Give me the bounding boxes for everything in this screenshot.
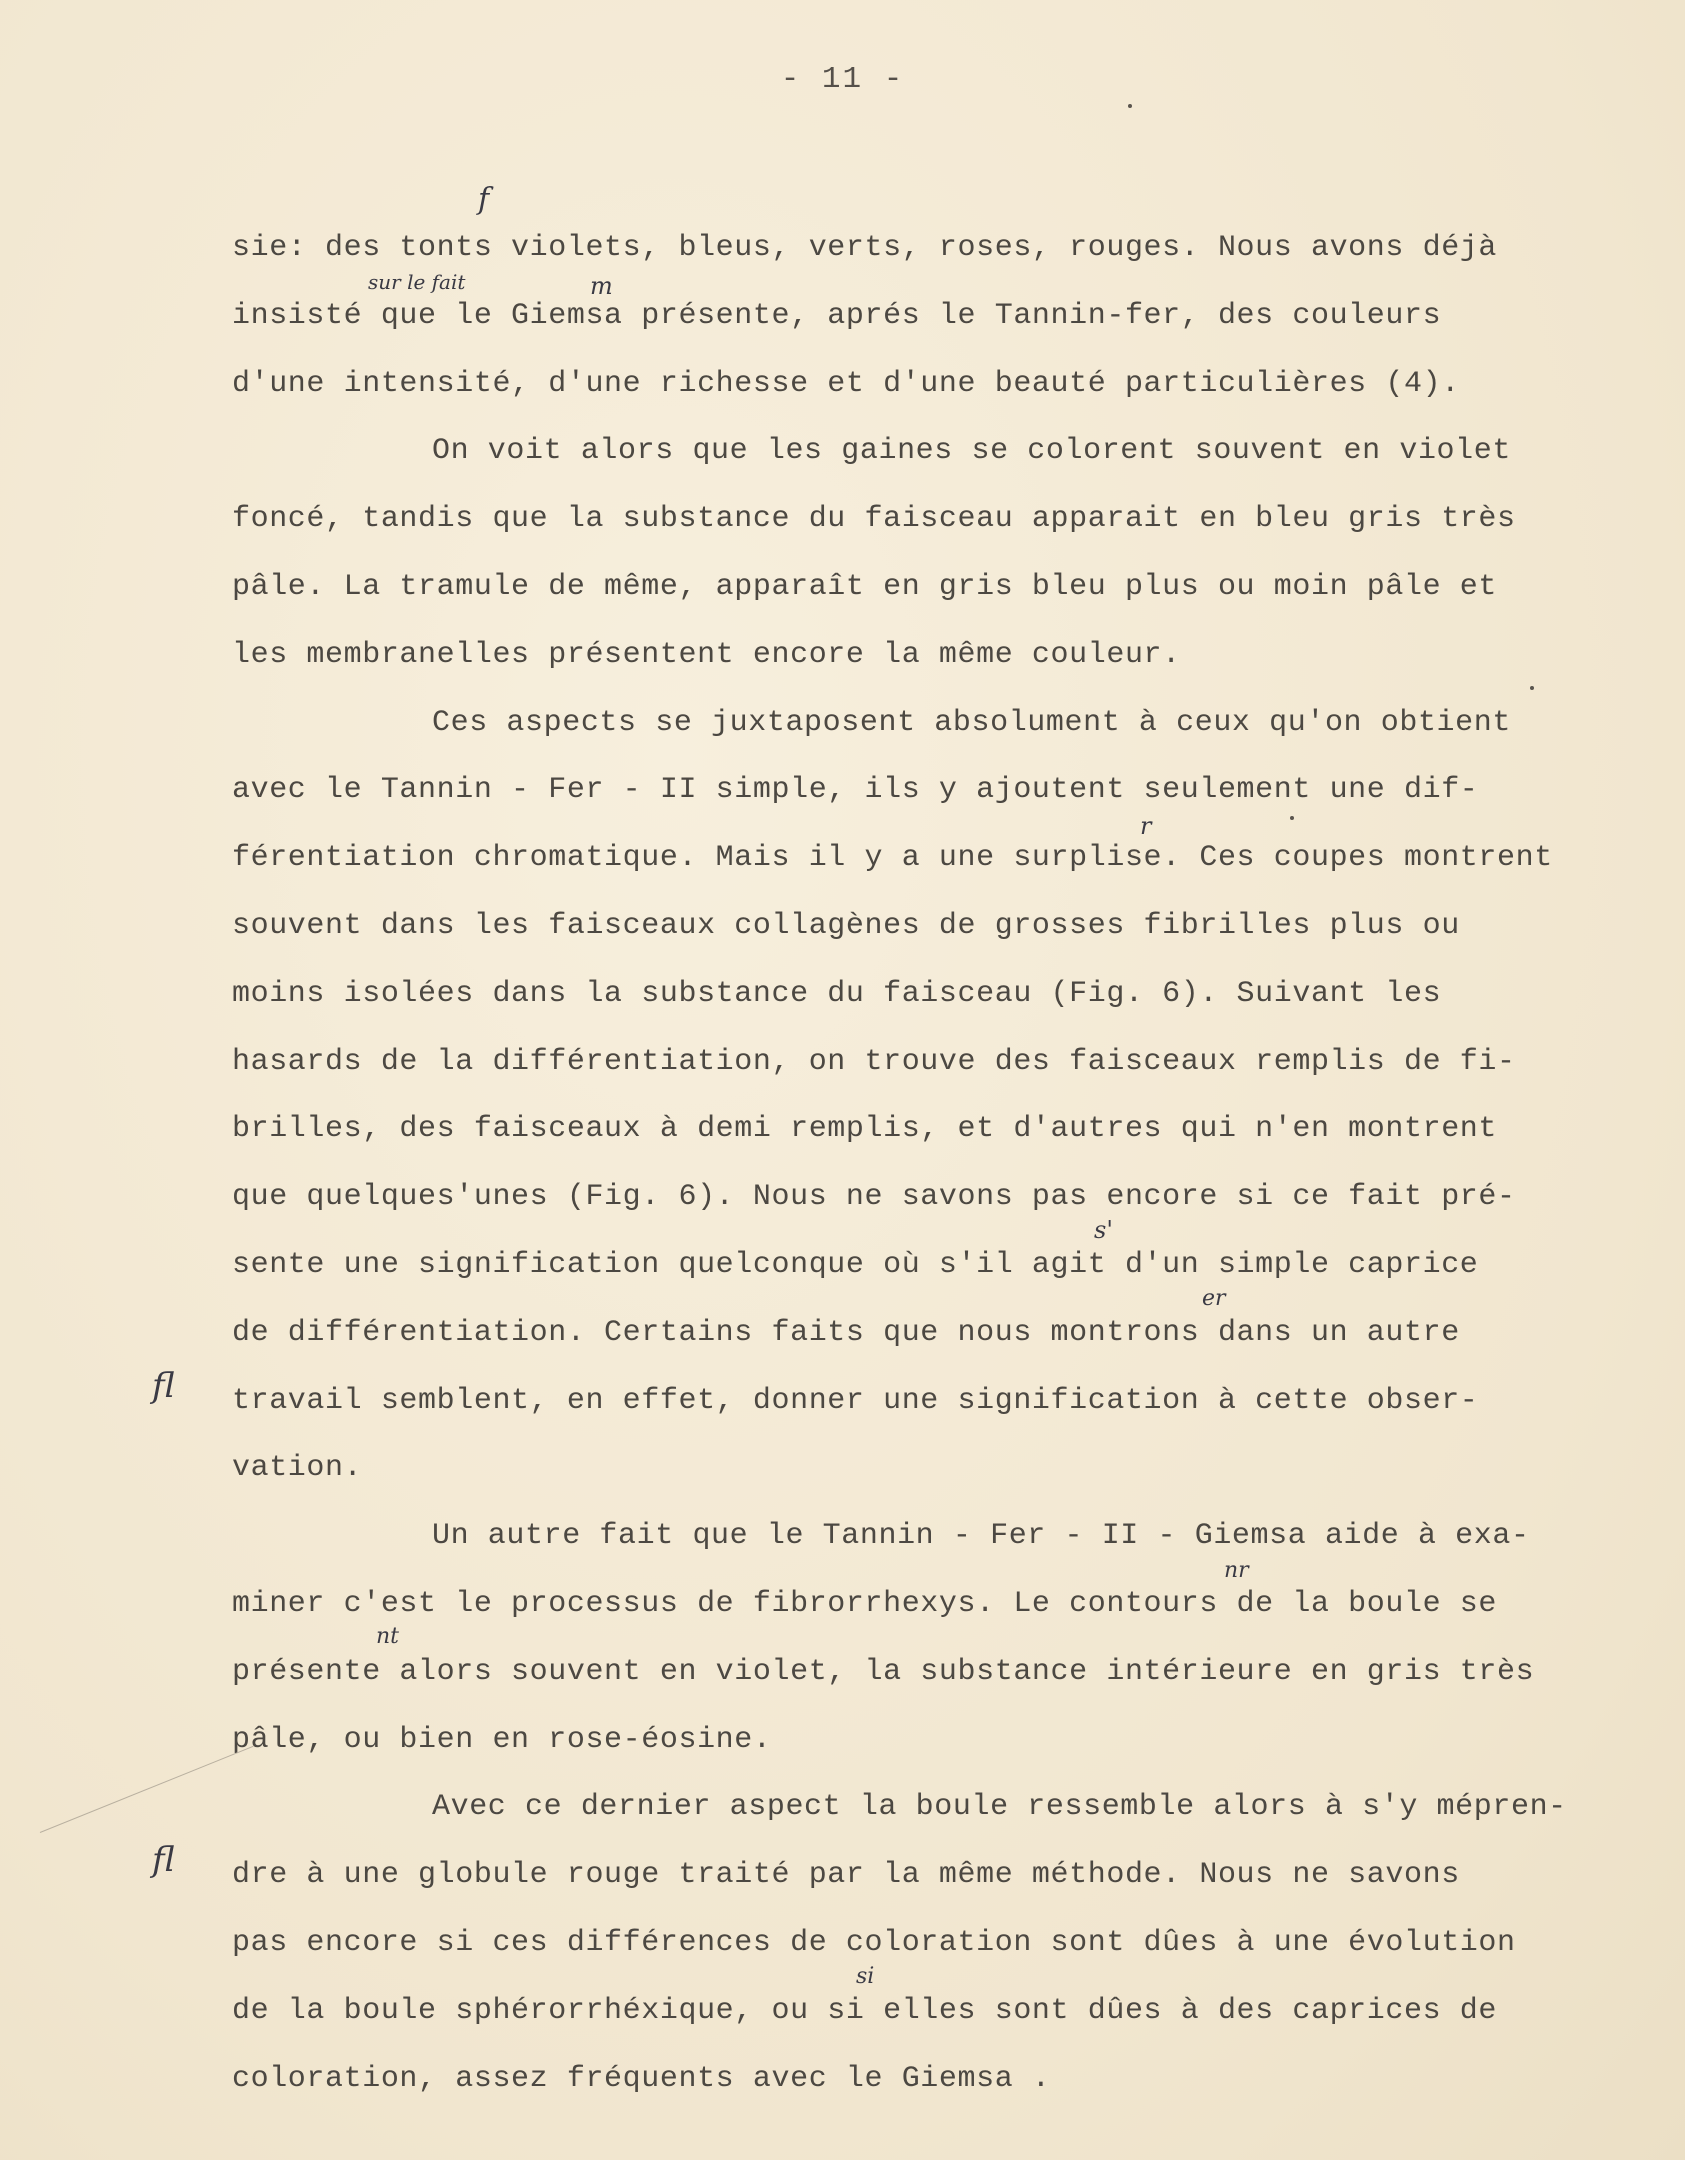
text-line: miner c'est le processus de fibrorrhexys. Le contours de la boule se xyxy=(232,1586,1497,1621)
handwritten-correction: si xyxy=(856,1964,875,1989)
paragraph-start: On voit alors que les gaines se colorent souvent en violet xyxy=(432,434,1511,469)
handwritten-correction: nt xyxy=(376,1624,400,1649)
stray-pencil-line xyxy=(40,1746,254,1833)
page-number: - 11 - xyxy=(780,62,905,97)
typed-body-text xyxy=(232,230,1652,2128)
text-line: sie: des tonts violets, bleus, verts, roses, rouges. Nous avons déjà xyxy=(232,231,1497,265)
text-line: dre à une globule rouge traité par la même méthode. Nous ne savons xyxy=(232,1858,1460,1893)
handwritten-correction: er xyxy=(1202,1286,1226,1311)
text-line: vation. xyxy=(232,1451,363,1486)
text-line: sente une signification quelconque où s'il agit d'un simple caprice xyxy=(232,1247,1479,1282)
text-line: que quelques'unes (Fig. 6). Nous ne savons pas encore si ce fait pré- xyxy=(232,1180,1516,1215)
text-line: brilles, des faisceaux à demi remplis, et d'autres qui n'en montrent xyxy=(232,1112,1497,1147)
ink-speck xyxy=(1128,104,1132,108)
text-line: avec le Tannin - Fer - II simple, ils y ajoutent seulement une dif- xyxy=(232,773,1479,808)
text-line: moins isolées dans la substance du faisceau (Fig. 6). Suivant les xyxy=(232,976,1442,1011)
ink-speck xyxy=(1530,686,1534,690)
text-line: hasards de la différentiation, on trouve des faisceaux remplis de fi- xyxy=(232,1044,1516,1079)
handwritten-correction: sur le fait xyxy=(368,270,466,294)
handwritten-correction: s' xyxy=(1094,1216,1113,1244)
margin-correction-mark: fl xyxy=(152,1840,175,1880)
handwritten-correction: f xyxy=(478,182,490,217)
text-line: pâle, ou bien en rose-éosine. xyxy=(232,1722,772,1757)
ink-speck xyxy=(1290,816,1294,820)
text-line: souvent dans les faisceaux collagènes de grosses fibrilles plus ou xyxy=(232,908,1460,943)
handwritten-correction: r xyxy=(1140,812,1152,840)
text-line: pas encore si ces différences de coloration sont dûes à une évolution xyxy=(232,1925,1516,1960)
paragraph-start: Avec ce dernier aspect la boule ressemble alors à s'y mépren- xyxy=(432,1790,1567,1825)
text-line: coloration, assez fréquents avec le Giemsa . xyxy=(232,2061,1051,2096)
text-line: foncé, tandis que la substance du faisceau apparait en bleu gris très xyxy=(232,502,1516,537)
text-line: d'une intensité, d'une richesse et d'une beauté particulières (4). xyxy=(232,366,1460,401)
text-line: insisté que le Giemsa présente, aprés le Tannin-fer, des couleurs xyxy=(232,298,1442,333)
text-line: de la boule sphérorrhéxique, ou si elles sont dûes à des caprices de xyxy=(232,1993,1497,2028)
margin-correction-mark: fl xyxy=(152,1366,175,1406)
handwritten-correction: m xyxy=(590,272,613,300)
text-line: férentiation chromatique. Mais il y a une surplise. Ces coupes montrent xyxy=(232,841,1553,876)
text-line: les membranelles présentent encore la même couleur. xyxy=(232,637,1181,672)
text-line: présente alors souvent en violet, la substance intérieure en gris très xyxy=(232,1654,1535,1689)
handwritten-correction: nr xyxy=(1224,1558,1249,1583)
text-line: travail semblent, en effet, donner une signification à cette obser- xyxy=(232,1383,1479,1418)
paragraph-start: Un autre fait que le Tannin - Fer - II - Giemsa aide à exa- xyxy=(432,1519,1530,1554)
paragraph-start: Ces aspects se juxtaposent absolument à ceux qu'on obtient xyxy=(432,705,1511,740)
text-line: pâle. La tramule de même, apparaît en gris bleu plus ou moin pâle et xyxy=(232,569,1497,604)
text-line: de différentiation. Certains faits que nous montrons dans un autre xyxy=(232,1315,1460,1350)
